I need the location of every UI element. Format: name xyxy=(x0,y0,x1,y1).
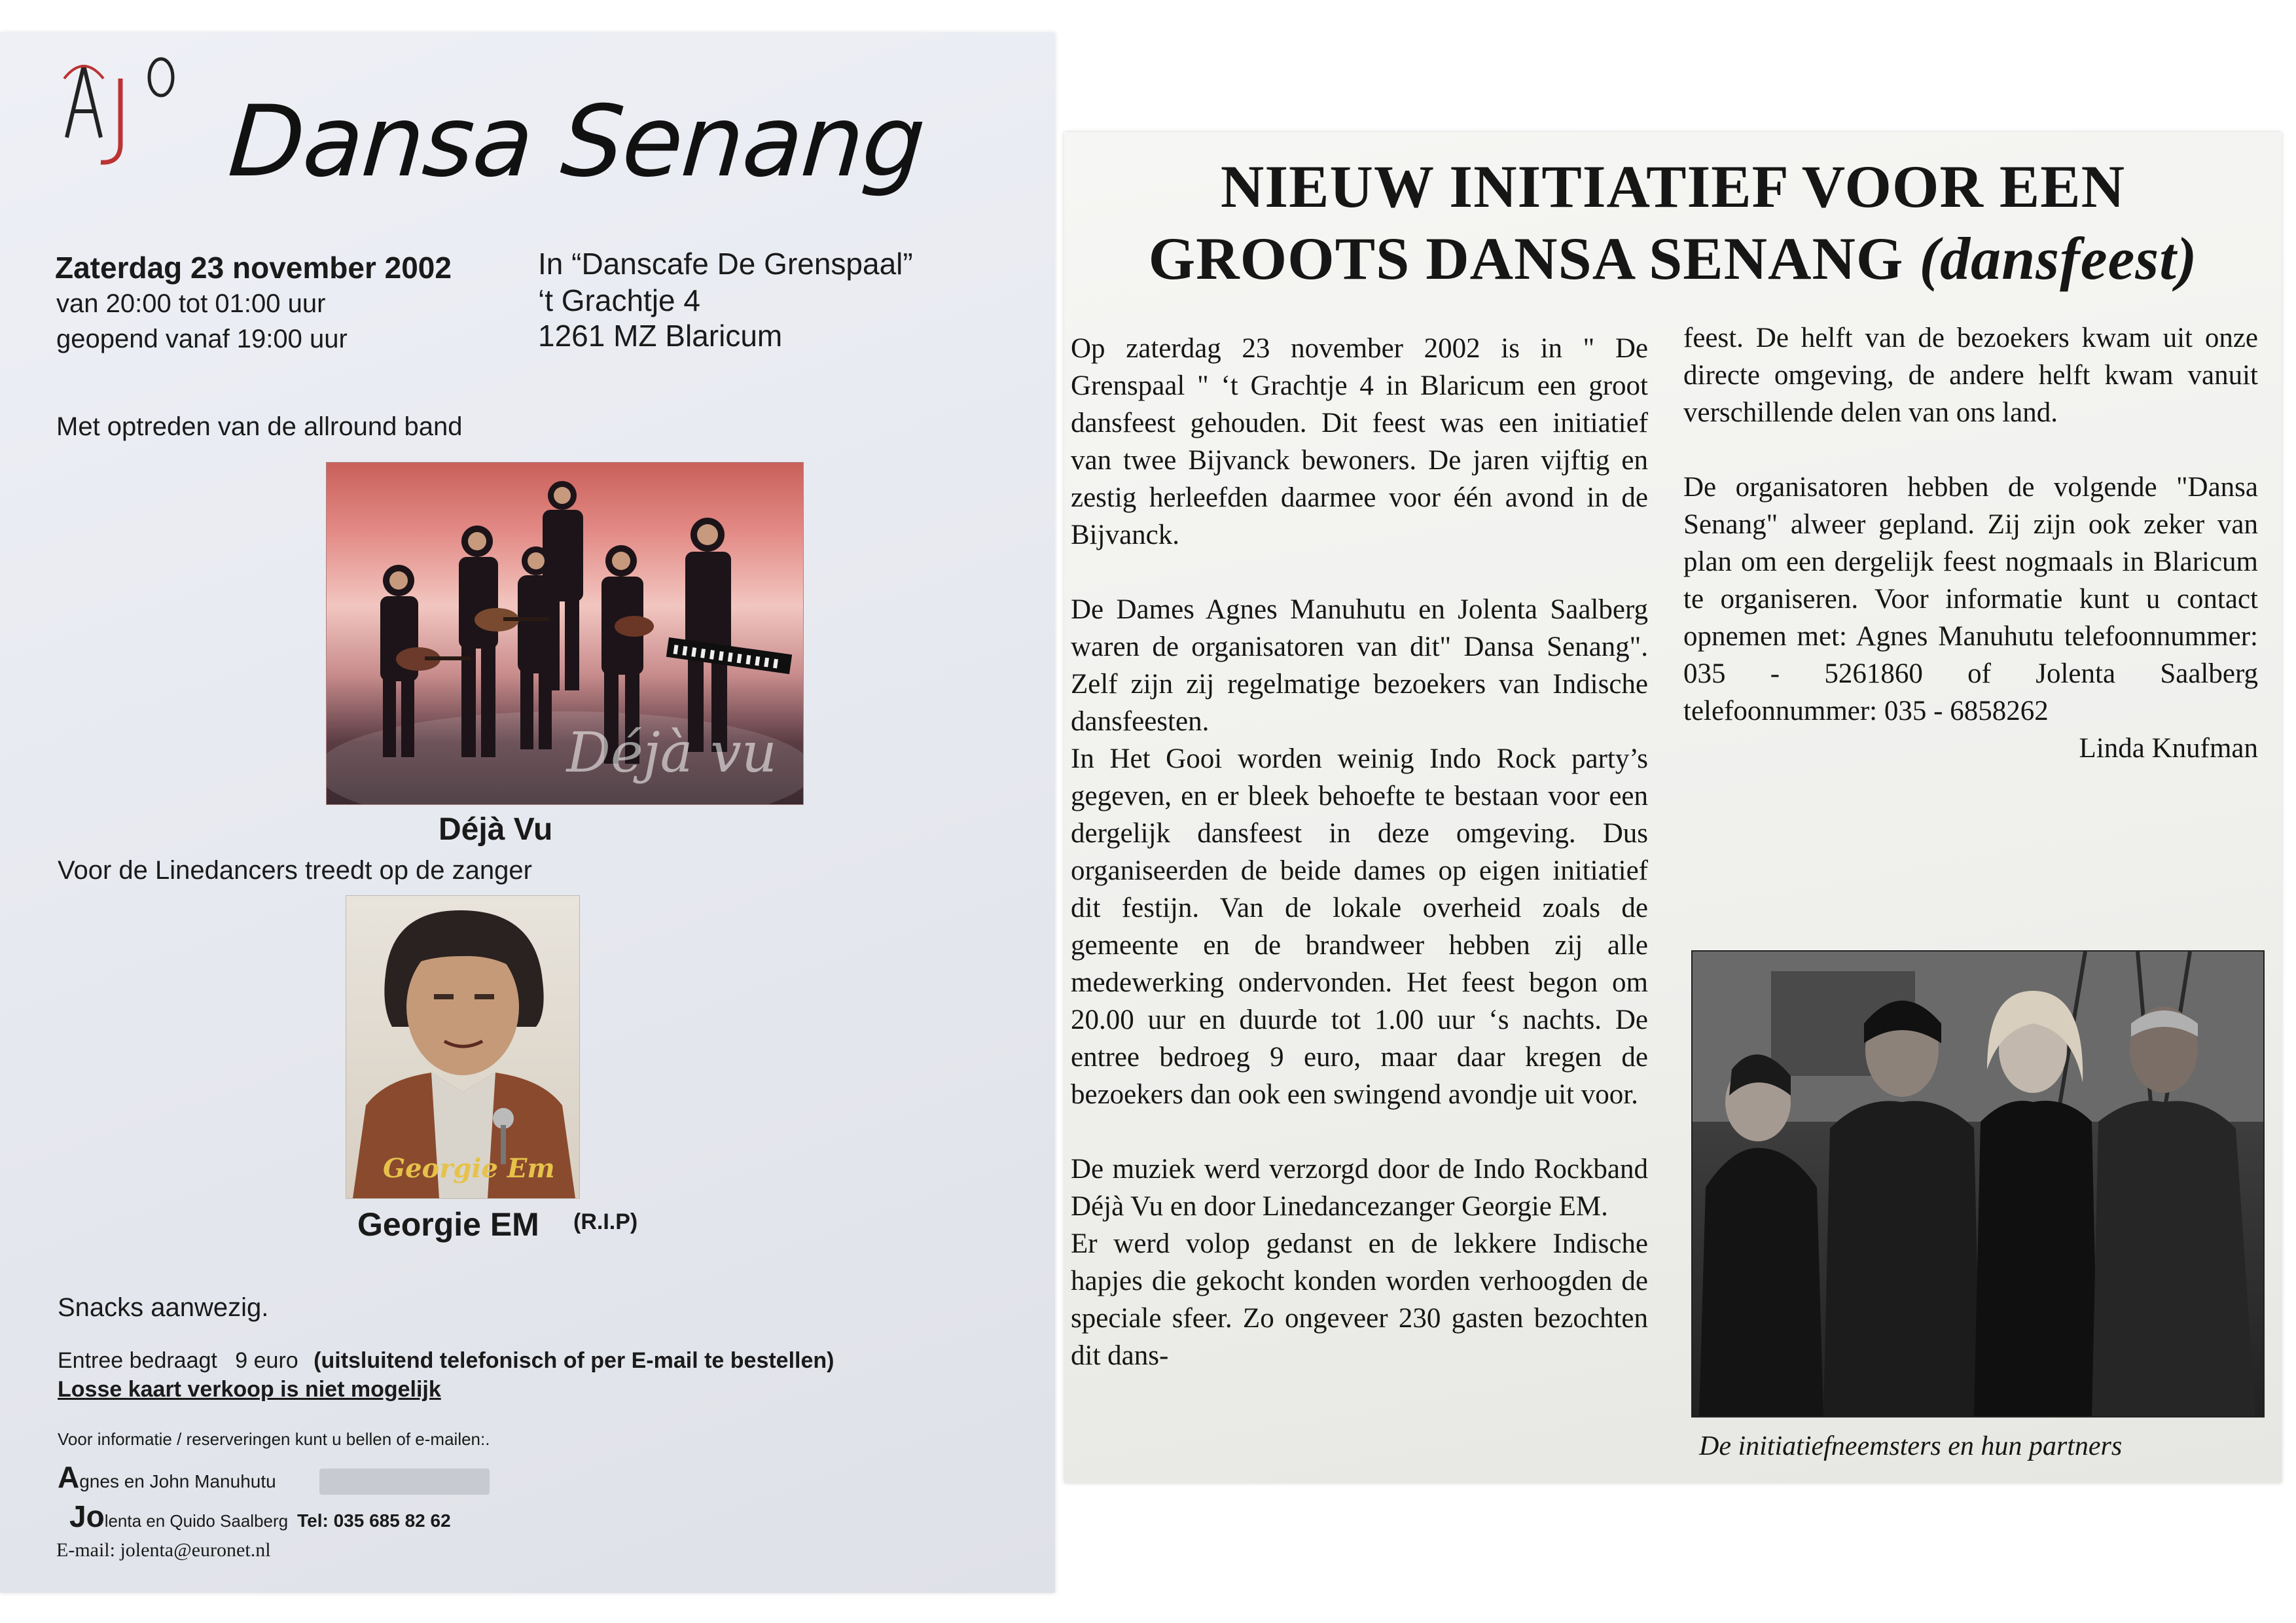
article-column-left xyxy=(1071,330,1648,1374)
contact-jolenta-initial: Jo xyxy=(69,1499,105,1533)
no-door-sales: Losse kaart verkoop is niet mogelijk xyxy=(58,1377,441,1402)
newspaper-article xyxy=(1064,132,2282,1483)
singer-photo-script: Georgie Em xyxy=(383,1153,555,1184)
singer-intro: Voor de Linedancers treedt op de zanger xyxy=(58,856,532,885)
article-paragraph: De organisatoren hebben de volgende "Dansa Senang" alweer gepland. Zij zijn ook zeker van plan om een dergelijk feest nogmaals in Blaricum te organiseren. Voor informatie kunt u contact opnemen met: Agnes Manuhutu telefoonnummer: 035 - 5261860 of Jolenta Saalberg telefoonnummer: 035 - 6858262 xyxy=(1683,472,2258,726)
contact-jolenta xyxy=(69,1499,451,1534)
article-paragraph: In Het Gooi worden weinig Indo Rock party’s gegeven, en er bleek behoefte te bestaan voor een dergelijk dansfeest in deze omgeving. Dus organiseerden de beide dames op eigen initiatief dit festijn. Van de lokale overheid zoals de gemeente en de brandweer hebben zij alle medewerking ondervonden. Het feest begon om 20.00 uur en duurde tot 1.00 uur ‘s nachts. De entree bedroeg 9 euro, maar daar kregen de bezoekers dan ook een swingend avondje uit voor. xyxy=(1071,743,1648,1110)
headline-main: GROOTS DANSA SENANG xyxy=(1148,225,1904,292)
entree-label: Entree bedraagt xyxy=(58,1348,217,1373)
venue-name: In “Danscafe De Grenspaal” xyxy=(538,247,913,281)
organizers-photo xyxy=(1691,950,2265,1418)
contact-jolenta-names: lenta en Quido Saalberg xyxy=(104,1511,289,1531)
ajo-logo xyxy=(58,39,182,170)
contact-jolenta-tel: Tel: 035 685 82 62 xyxy=(297,1510,451,1531)
headline-line1: NIEUW INITIATIEF VOOR EEN xyxy=(1220,153,2126,220)
venue-city: 1261 MZ Blaricum xyxy=(538,319,783,353)
contact-agnes-names: gnes en John Manuhutu xyxy=(79,1471,276,1491)
entree-line xyxy=(58,1348,834,1374)
article-paragraph: De muziek werd verzorgd door de Indo Rockband Déjà Vu en door Linedancezanger Georgie EM. xyxy=(1071,1154,1648,1222)
band-intro: Met optreden van de allround band xyxy=(56,412,463,441)
article-paragraph: De Dames Agnes Manuhutu en Jolenta Saalberg waren de organisatoren van dit" Dansa Senang". Zelf zijn zij regelmatige bezoekers van Indische dansfeesten. xyxy=(1071,594,1648,737)
event-open-time: geopend vanaf 19:00 uur xyxy=(56,325,348,353)
redacted-phone xyxy=(319,1469,490,1495)
entree-price: 9 euro xyxy=(235,1348,298,1373)
venue-street: ‘t Grachtje 4 xyxy=(538,283,700,317)
headline-line2 xyxy=(1064,224,2282,293)
article-column-right xyxy=(1683,319,2258,767)
band-photo xyxy=(326,462,804,805)
article-author: Linda Knufman xyxy=(2079,733,2258,764)
singer-note: (R.I.P) xyxy=(573,1209,638,1234)
article-paragraph: feest. De helft van de bezoekers kwam uit onze directe omgeving, de andere helft kwam vanuit verschillende delen van ons land. xyxy=(1683,323,2258,428)
band-photo-script: Déjà vu xyxy=(566,721,777,785)
contact-agnes xyxy=(58,1459,276,1495)
entree-note: (uitsluitend telefonisch of per E-mail te bestellen) xyxy=(314,1348,834,1373)
flyer-title: Dansa Senang xyxy=(224,85,928,199)
contact-agnes-initial: A xyxy=(58,1460,80,1494)
event-date: Zaterdag 23 november 2002 xyxy=(55,251,452,285)
band-name: Déjà Vu xyxy=(439,812,553,847)
info-line: Voor informatie / reserveringen kunt u bellen of e-mailen:. xyxy=(58,1429,490,1449)
singer-photo xyxy=(346,895,580,1199)
event-flyer xyxy=(0,33,1055,1593)
singer-name: Georgie EM xyxy=(357,1206,539,1243)
article-paragraph: Op zaterdag 23 november 2002 is in " De Grenspaal " ‘t Grachtje 4 in Blaricum een groot dansfeest gehouden. Dit feest was een initiatief van twee Bijvanck bewoners. De jaren vijftig en zestig herleefden daarmee voor één avond in de Bijvanck. xyxy=(1071,333,1648,550)
snacks-note: Snacks aanwezig. xyxy=(58,1293,269,1322)
article-paragraph: Er werd volop gedanst en de lekkere Indische hapjes die gekocht konden worden verhoogden de speciale sfeer. Zo ongeveer 230 gasten bezochten dit dans- xyxy=(1071,1228,1648,1371)
photo-caption: De initiatiefneemsters en hun partners xyxy=(1699,1431,2123,1461)
headline-italic: (dansfeest) xyxy=(1919,225,2198,292)
contact-email: E-mail: jolenta@euronet.nl xyxy=(56,1539,271,1561)
event-time: van 20:00 tot 01:00 uur xyxy=(56,289,326,318)
